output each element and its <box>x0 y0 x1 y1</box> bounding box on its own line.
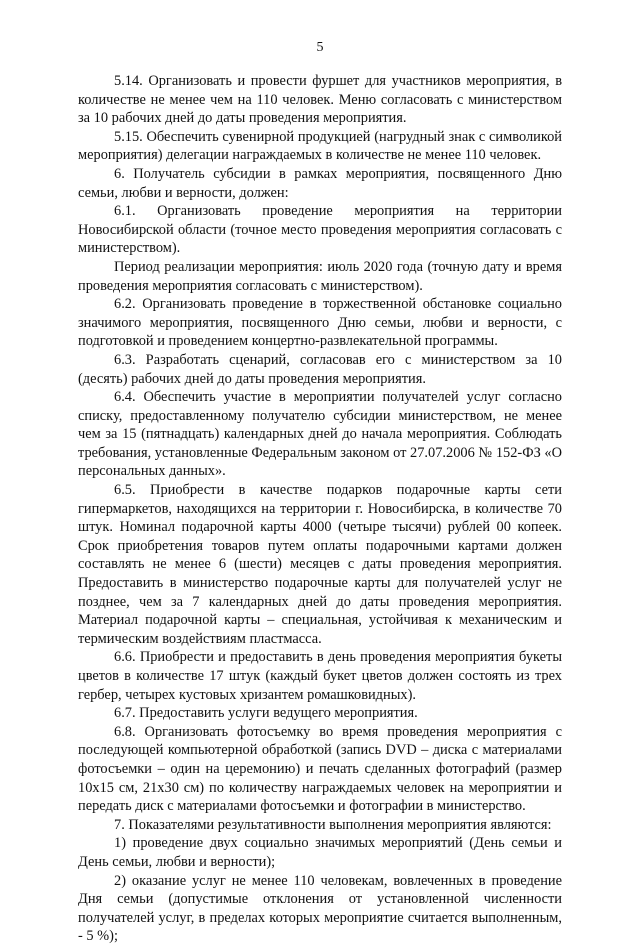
paragraph-7-item-1: 1) проведение двух социально значимых мероприятий (День семьи и День семьи, любви и верности); <box>78 835 562 870</box>
paragraph-6-7: 6.7. Предоставить услуги ведущего мероприятия. <box>114 705 418 722</box>
paragraph-6-1: 6.1. Организовать проведение мероприятия на территории Новосибирской области (точное место проведения мероприятия согласовать с министерством). <box>78 203 562 257</box>
paragraph-6-5: 6.5. Приобрести в качестве подарков подарочные карты сети гипермаркетов, находящихся на территории г. Новосибирска, в количестве 70 штук. Номинал подарочной карты 4000 (четыре тысячи) рублей 00 копеек. Срок приобретения товаров путем оплаты подарочными картами должен составлять не менее 6 (шести) месяцев с даты проведения мероприятия. Предоставить в министерство подарочные карты для получателей услуг не позднее, чем за 7 календарных дней до даты проведения мероприятия. Материал подарочной карты – специальная, устойчивая к механическим и термическим воздействиям пластмасса. <box>78 482 562 647</box>
paragraph-7: 7. Показателями результативности выполнения мероприятия являются: <box>114 816 552 833</box>
paragraph-6: 6. Получатель субсидии в рамках мероприятия, посвященного Дню семьи, любви и верности, должен: <box>78 165 562 201</box>
paragraph-5-14: 5.14. Организовать и провести фуршет для участников мероприятия, в количестве не менее чем на 110 человек. Меню согласовать с министерством за 10 рабочих дней до даты проведения мероприятия. <box>78 73 562 127</box>
paragraph-6-3: 6.3. Разработать сценарий, согласовав его с министерством за 10 (десять) рабочих дней до даты проведения мероприятия. <box>78 351 562 387</box>
document-body <box>78 72 562 946</box>
paragraph-6-6: 6.6. Приобрести и предоставить в день проведения мероприятия букеты цветов в количестве 17 штук (каждый букет цветов должен состоять из трех гербер, четырех кустовых хризантем ромашковидных). <box>78 649 562 703</box>
paragraph-6-2: 6.2. Организовать проведение в торжественной обстановке социально значимого мероприятия, посвященного Дню семьи, любви и верности, с подготовкой и проведением концертно-развлекательной программы. <box>78 296 562 350</box>
paragraph-5-15: 5.15. Обеспечить сувенирной продукцией (нагрудный знак с символикой мероприятия) делегации награждаемых в количестве не менее 110 человек. <box>78 128 562 164</box>
paragraph-7-item-2: 2) оказание услуг не менее 110 человекам, вовлеченных в проведение Дня семьи (допустимые отклонения от установленной численности получателей услуг, в пределах которых мероприятие считается выполненным, - 5 %); <box>78 872 562 945</box>
paragraph-period: Период реализации мероприятия: июль 2020 года (точную дату и время проведения мероприятия согласовать с министерством). <box>78 258 562 294</box>
paragraph-6-4: 6.4. Обеспечить участие в мероприятии получателей услуг согласно списку, предоставленному получателю субсидии министерством, не менее чем за 15 (пятнадцать) календарных дней до начала мероприятия. Соблюдать требования, установленные Федеральным законом от 27.07.2006 № 152-ФЗ «О персональных данных». <box>78 389 562 480</box>
paragraph-6-8: 6.8. Организовать фотосъемку во время проведения мероприятия с последующей компьютерной обработкой (запись DVD – диска с материалами фотосъемки – один на церемонию) и печать сделанных фотографий (размер 10х15 см, 21х30 см) по количеству награждаемых человек на мероприятии и передать диск с материалами фотосъемки и фотографии в министерство. <box>78 723 562 815</box>
page-number: 5 <box>316 40 324 55</box>
